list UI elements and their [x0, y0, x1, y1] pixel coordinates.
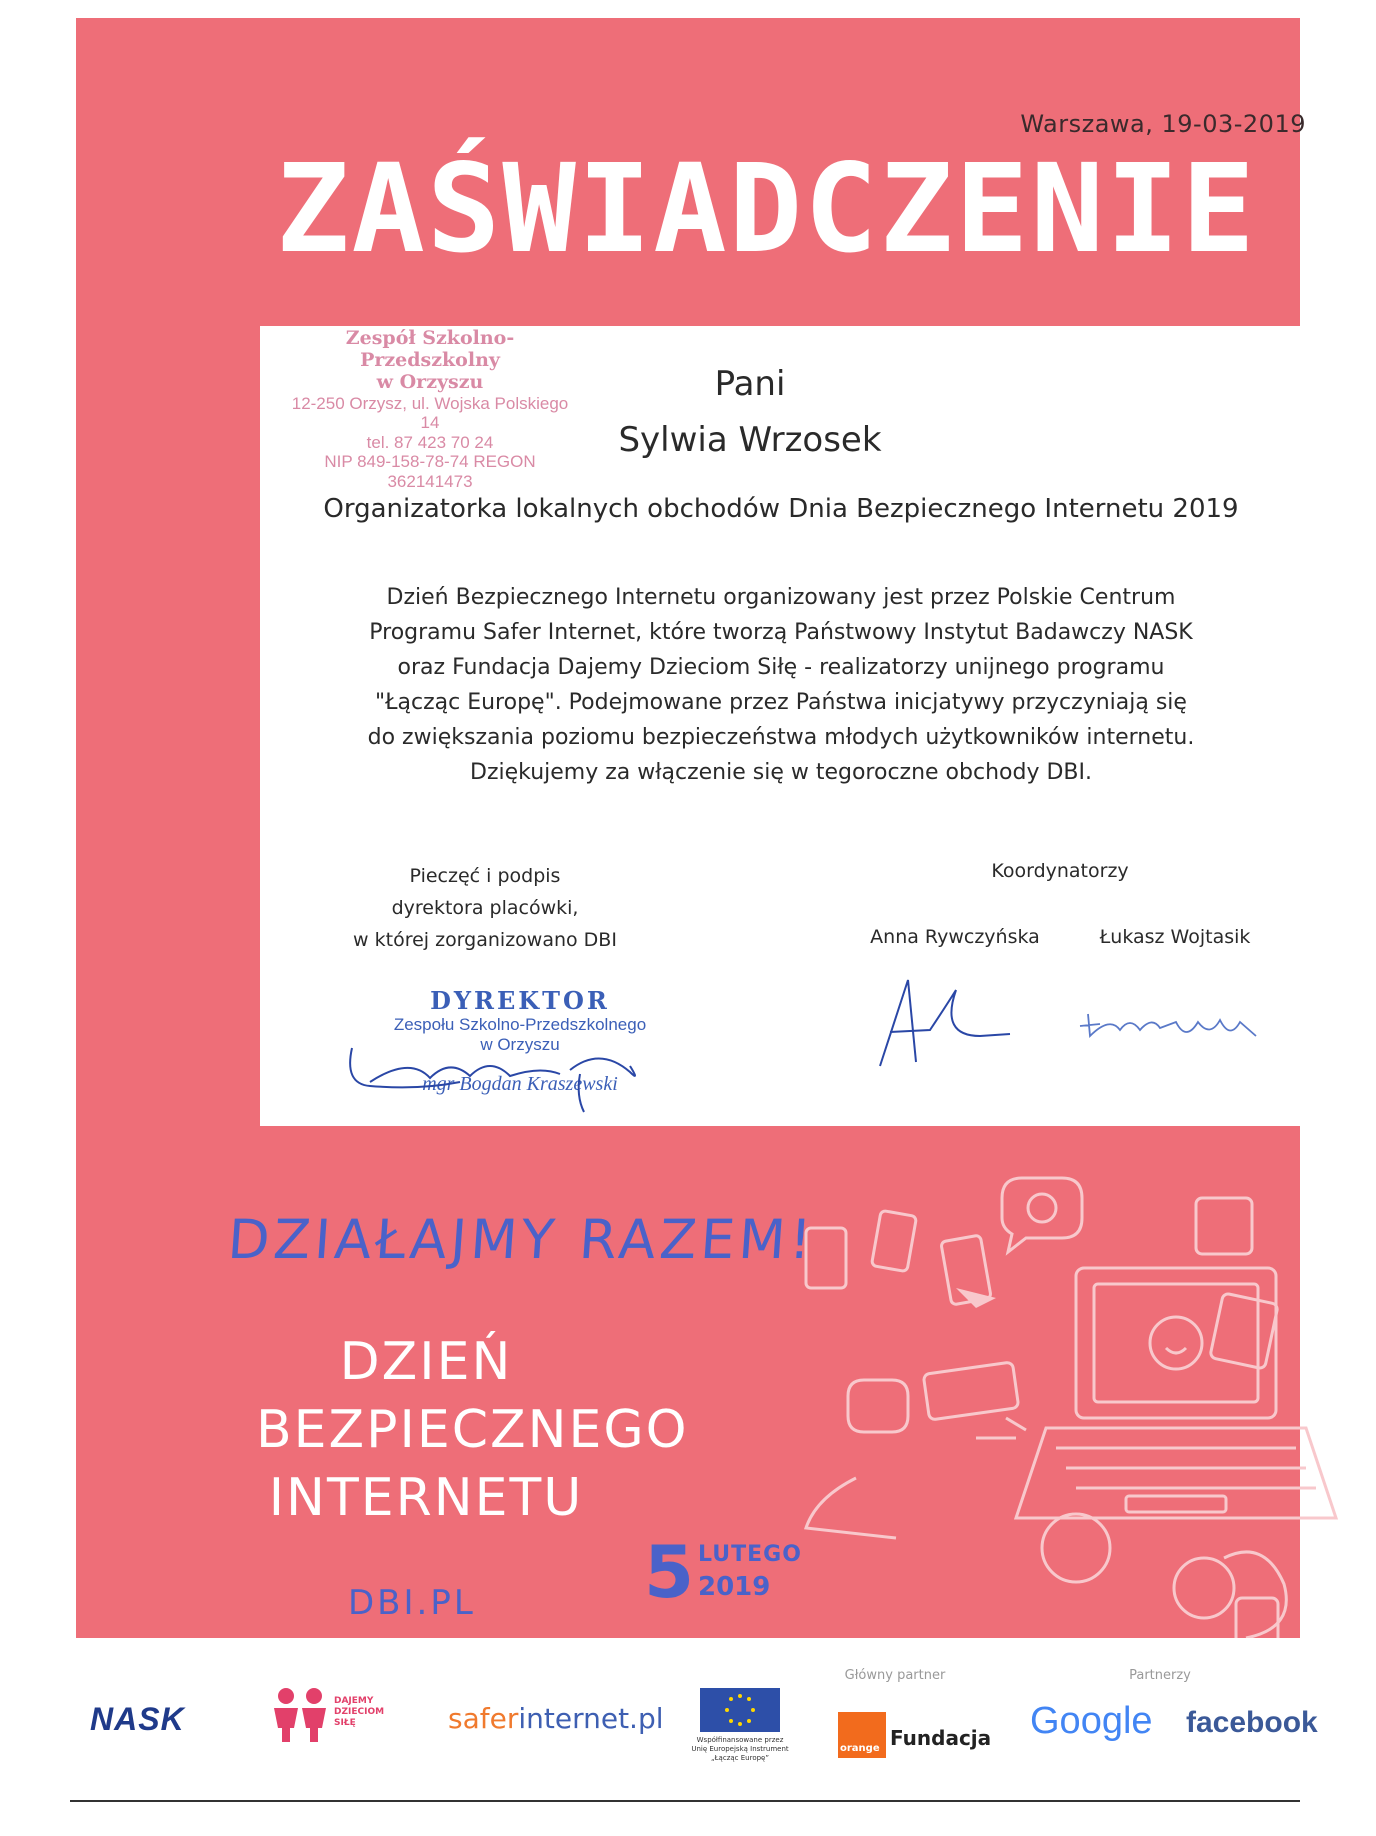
coordinator-name: Łukasz Wojtasik [1099, 926, 1251, 948]
orange-fundacja-logo [838, 1712, 992, 1758]
orange-logo-text: orange [840, 1743, 880, 1754]
pink-background [76, 18, 1306, 1638]
eu-logo [690, 1688, 790, 1763]
certificate-title: ZAŚWIADCZENIE [276, 138, 1257, 280]
label-line: w której zorganizowano DBI [353, 929, 617, 951]
recipient-role: Organizatorka lokalnych obchodów Dnia Bezpiecznego Internetu 2019 [323, 494, 1239, 524]
school-stamp-line: NIP 849-158-78-74 REGON 362141473 [324, 452, 536, 491]
director-stamp-line: Zespołu Szkolno-Przedszkolnego [393, 1015, 647, 1034]
school-stamp [280, 328, 580, 491]
issue-date: Warszawa, 19-03-2019 [1020, 110, 1306, 138]
partners-label: Partnerzy [1129, 1668, 1191, 1683]
footer-divider [70, 1800, 1300, 1802]
campaign-day: 5 [644, 1530, 695, 1614]
body-line: Dzień Bezpiecznego Internetu organizowany jest przez Polskie Centrum [386, 585, 1176, 610]
eu-cofinancing-text: Współfinansowane przez Unię Europejską Instrument „Łącząc Europę” [691, 1736, 789, 1762]
saferinternet-logo [448, 1702, 664, 1735]
school-stamp-line: w Orzyszu [376, 370, 484, 393]
director-stamp-name: mgr Bogdan Kraszewski [422, 1073, 618, 1095]
google-logo [1030, 1700, 1153, 1743]
campaign-name [256, 1328, 689, 1532]
google-logo-text: Google [1030, 1700, 1153, 1742]
coordinators-label: Koordynatorzy [991, 860, 1129, 882]
nask-logo: NASK [90, 1701, 185, 1737]
recipient-name: Sylwia Wrzosek [618, 420, 882, 460]
campaign-name-line: BEZPIECZNEGO [256, 1400, 689, 1460]
campaign-name-line: INTERNETU [268, 1468, 584, 1528]
coordinator-signature-icon [1060, 986, 1290, 1066]
main-partner-label: Główny partner [844, 1668, 946, 1683]
coordinator-signature-icon [860, 966, 1040, 1076]
saferinternet-logo-prefix: safer [448, 1702, 519, 1735]
facebook-logo: facebook [1186, 1706, 1318, 1739]
school-stamp-line: tel. 87 423 70 24 [366, 432, 494, 452]
label-line: Pieczęć i podpis [409, 865, 561, 887]
salutation: Pani [714, 364, 786, 404]
director-stamp-title: DYREKTOR [430, 986, 610, 1015]
campaign-name-line: DZIEŃ [339, 1332, 513, 1392]
campaign-month: LUTEGO [698, 1542, 802, 1567]
laptop-illustration-icon [776, 1118, 1376, 1658]
director-signature-icon [340, 986, 700, 1116]
orange-logo-box [838, 1712, 886, 1758]
partner-logos-footer [0, 1638, 1318, 1836]
eu-flag-icon [700, 1688, 780, 1732]
director-stamp-line: w Orzyszu [480, 1035, 560, 1054]
campaign-slogan: DZIAŁAJMY RAZEM! [225, 1208, 818, 1271]
coordinator-name: Anna Rywczyńska [870, 926, 1040, 948]
fundacja-text: Fundacja [890, 1726, 992, 1750]
body-line: Programu Safer Internet, które tworzą Państwowy Instytut Badawczy NASK [369, 620, 1193, 645]
director-signature-label [320, 860, 650, 956]
body-line: "Łącząc Europę". Podejmowane przez Państwa inicjatywy przyczyniają się [375, 690, 1187, 715]
body-text [320, 580, 1242, 790]
saferinternet-logo-rest: internet.pl [518, 1702, 664, 1735]
body-line: oraz Fundacja Dajemy Dzieciom Siłę - realizatorzy unijnego programu [397, 655, 1165, 680]
campaign-year: 2019 [698, 1572, 771, 1602]
dajemy-logo-text: DAJEMY DZIECIOM SIŁĘ [334, 1696, 385, 1728]
dajemy-dzieciom-sile-logo [268, 1684, 385, 1748]
campaign-site: DBI.PL [348, 1583, 476, 1623]
certificate-card [260, 326, 1302, 1126]
school-stamp-line: 12-250 Orzysz, ul. Wojska Polskiego 14 [291, 393, 569, 433]
label-line: dyrektora placówki, [391, 897, 579, 919]
body-line: do zwiększania poziomu bezpieczeństwa młodych użytkowników internetu. [367, 725, 1195, 750]
body-line: Dziękujemy za włączenie się w tegoroczne obchody DBI. [470, 760, 1092, 785]
school-stamp-line: Zespół Szkolno-Przedszkolny [345, 327, 515, 371]
children-icon [268, 1684, 332, 1744]
